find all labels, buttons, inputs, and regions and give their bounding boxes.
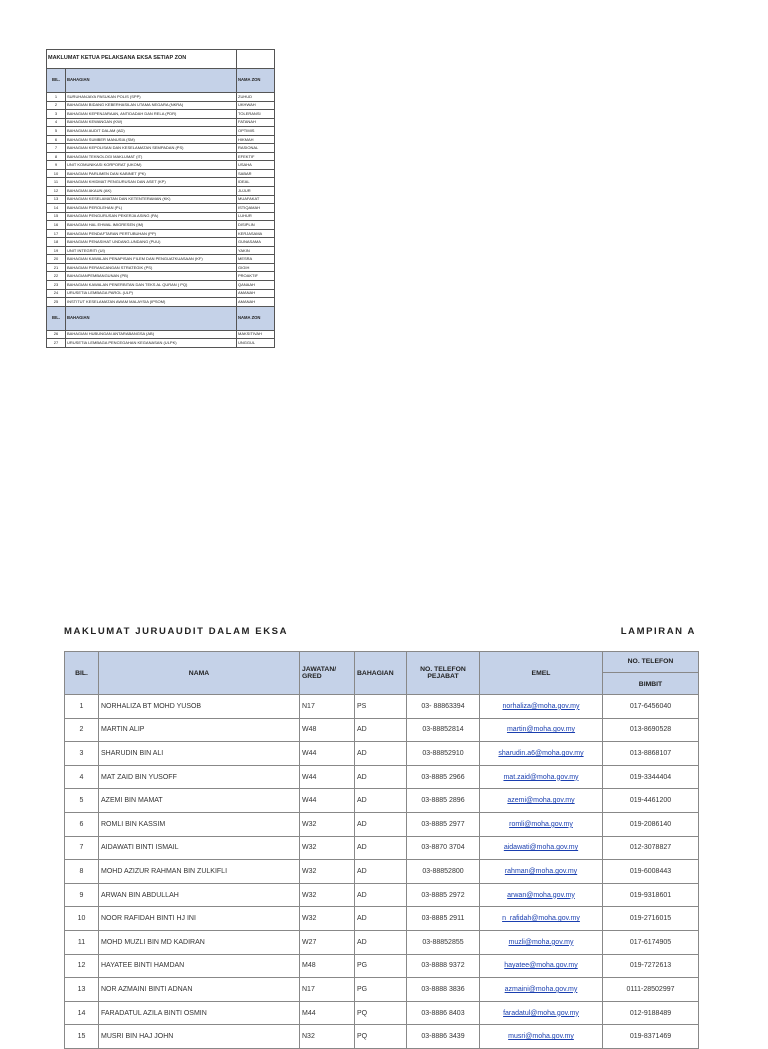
- zone-row-zone: IDEAL: [237, 178, 275, 187]
- zone-row-division: BAHAGIAN KEPENJARAAN, ANTIDADAH DAN RELA (PDR): [66, 110, 237, 119]
- zone-row-zone: PROAKTIF: [237, 272, 275, 281]
- auditor-name: SHARUDIN BIN ALI: [99, 742, 300, 766]
- zone-row-zone: AMANAH: [237, 298, 275, 307]
- auditor-office-phone: 03-8885 2977: [407, 812, 480, 836]
- zone-header2-zone: NAMA ZON: [237, 306, 275, 330]
- auditor-no: 7: [65, 836, 99, 860]
- auditor-grade: N17: [300, 695, 355, 719]
- auditor-grade: W32: [300, 907, 355, 931]
- auditor-grade: W32: [300, 812, 355, 836]
- zone-row-zone: MUAFAKAT: [237, 195, 275, 204]
- auditor-row: [65, 883, 699, 907]
- zone-heads-table: [46, 49, 275, 348]
- zone-row-no: 16: [47, 221, 66, 230]
- zone-row-zone: UKHWAH: [237, 101, 275, 110]
- auditor-name: ARWAN BIN ABDULLAH: [99, 883, 300, 907]
- auditor-office-phone: 03-8885 2972: [407, 883, 480, 907]
- auditor-no: 6: [65, 812, 99, 836]
- auditor-name: FARADATUL AZILA BINTI OSMIN: [99, 1001, 300, 1025]
- auditor-header-mobile-bottom: BIMBIT: [603, 672, 698, 694]
- auditor-mobile: 013-8868107: [603, 742, 699, 766]
- zone-row-division: BAHAGIAN KAWALAN PENAPISAN FILEM DAN PENGUATKUASAAN (KF): [66, 255, 237, 264]
- auditor-mobile: 019-3344404: [603, 765, 699, 789]
- zone-row: [47, 330, 275, 339]
- zone-row: [47, 281, 275, 290]
- auditor-email-link[interactable]: faradatul@moha.gov.my: [503, 1009, 579, 1017]
- zone-row-zone: OPTIMIS: [237, 127, 275, 136]
- auditor-grade: N32: [300, 1025, 355, 1049]
- auditor-section-title: MAKLUMAT JURUAUDIT DALAM EKSA: [64, 626, 289, 637]
- zone-row-no: 21: [47, 263, 66, 272]
- zone-header-no: BIL.: [47, 69, 66, 93]
- zone-row-division: BAHAGIAN HAL EHWAL IMIGRESEN (IM): [66, 221, 237, 230]
- zone-row-division: BAHAGIAN KEWANGAN (KW): [66, 118, 237, 127]
- auditor-name: AZEMI BIN MAMAT: [99, 789, 300, 813]
- auditor-office-phone: 03-88852855: [407, 930, 480, 954]
- auditor-email-link[interactable]: norhaliza@moha.gov.my: [502, 702, 580, 710]
- zone-header2-no: BIL.: [47, 306, 66, 330]
- zone-row-no: 18: [47, 238, 66, 247]
- zone-row-zone: QANAAH: [237, 281, 275, 290]
- zone-row: [47, 255, 275, 264]
- zone-row: [47, 187, 275, 196]
- auditor-email-link[interactable]: aidawati@moha.gov.my: [503, 844, 579, 852]
- zone-row: [47, 101, 275, 110]
- auditor-name: MARTIN ALIP: [99, 718, 300, 742]
- auditor-header-mobile-top: NO. TELEFON: [627, 658, 674, 665]
- zone-row-zone: KERJASAMA: [237, 229, 275, 238]
- zone-row: [47, 204, 275, 213]
- zone-row-division: BAHAGIAN PEROLEHAN (PL): [66, 204, 237, 213]
- auditor-mobile: 012-9188489: [603, 1001, 699, 1025]
- auditor-email-cell: [480, 1001, 603, 1025]
- zone-row-division: BAHAGIAN PARLIMEN DAN KABINET (PK): [66, 169, 237, 178]
- zone-row-no: 7: [47, 144, 66, 153]
- auditor-email-link[interactable]: hayatee@moha.gov.my: [504, 962, 578, 970]
- auditor-email-link[interactable]: sharudin.a6@moha.gov.my: [498, 749, 584, 757]
- auditor-division: PQ: [355, 1001, 407, 1025]
- zone-row-no: 9: [47, 161, 66, 170]
- zone-row-division: BAHAGIAN BIDANG KEBERHASILAN UTAMA NEGARA (NKRA): [66, 101, 237, 110]
- auditor-row: [65, 836, 699, 860]
- zone-row: [47, 212, 275, 221]
- auditor-office-phone: 03-8870 3704: [407, 836, 480, 860]
- auditor-no: 12: [65, 954, 99, 978]
- zone-row: [47, 238, 275, 247]
- zone-row-no: 23: [47, 281, 66, 290]
- zone-table-title: MAKLUMAT KETUA PELAKSANA EKSA SETIAP ZON: [47, 50, 237, 69]
- zone-row-zone: MESRA: [237, 255, 275, 264]
- auditor-division: PG: [355, 978, 407, 1002]
- auditor-office-phone: 03-88852910: [407, 742, 480, 766]
- auditor-name: NOR AZMAINI BINTI ADNAN: [99, 978, 300, 1002]
- zone-row-zone: ZUHUD: [237, 93, 275, 102]
- auditor-row: [65, 695, 699, 719]
- zone-row: [47, 221, 275, 230]
- auditor-grade: W44: [300, 789, 355, 813]
- zone-row-zone: EFEKTIF: [237, 152, 275, 161]
- auditor-grade: M44: [300, 1001, 355, 1025]
- zone-row: [47, 127, 275, 136]
- auditor-email-link[interactable]: arwan@moha.gov.my: [507, 891, 575, 899]
- zone-row-division: BAHAGIAN AUDIT DALAM (AD): [66, 127, 237, 136]
- zone-row: [47, 161, 275, 170]
- auditor-division: PG: [355, 954, 407, 978]
- zone-row: [47, 246, 275, 255]
- zone-row-zone: HIKMAH: [237, 135, 275, 144]
- zone-row: [47, 135, 275, 144]
- auditor-email-cell: [480, 883, 603, 907]
- zone-row-no: 19: [47, 246, 66, 255]
- auditor-mobile: 019-2716015: [603, 907, 699, 931]
- zone-row-no: 5: [47, 127, 66, 136]
- zone-row: [47, 339, 275, 348]
- zone-row-zone: AMANAH: [237, 289, 275, 298]
- auditor-mobile: 017-6456040: [603, 695, 699, 719]
- zone-row-zone: USAHA: [237, 161, 275, 170]
- zone-row-no: 11: [47, 178, 66, 187]
- zone-row-zone: DISIPLIN: [237, 221, 275, 230]
- zone-row: [47, 169, 275, 178]
- auditor-office-phone: 03-8886 8403: [407, 1001, 480, 1025]
- zone-row-division: BAHAGIAN PENASIHAT UNDANG-UNDANG (PUU): [66, 238, 237, 247]
- auditor-no: 8: [65, 860, 99, 884]
- zone-row-zone: TOLERANSI: [237, 110, 275, 119]
- zone-row-zone: GIGIH: [237, 263, 275, 272]
- auditor-division: PQ: [355, 1025, 407, 1049]
- zone-table-title-spacer: [237, 50, 275, 69]
- auditor-email-cell: [480, 789, 603, 813]
- auditor-office-phone: 03- 88863394: [407, 695, 480, 719]
- zone-row-zone: JUJUR: [237, 187, 275, 196]
- auditor-name: MAT ZAID BIN YUSOFF: [99, 765, 300, 789]
- auditor-no: 3: [65, 742, 99, 766]
- auditor-mobile: 019-2086140: [603, 812, 699, 836]
- auditor-no: 5: [65, 789, 99, 813]
- auditor-mobile: 019-8371469: [603, 1025, 699, 1049]
- zone-row-no: 27: [47, 339, 66, 348]
- auditor-email-cell: [480, 812, 603, 836]
- zone-row: [47, 263, 275, 272]
- auditor-name: AIDAWATI BINTI ISMAIL: [99, 836, 300, 860]
- auditor-mobile: 017-6174905: [603, 930, 699, 954]
- auditor-grade: W48: [300, 718, 355, 742]
- zone-row-no: 25: [47, 298, 66, 307]
- zone-row: [47, 298, 275, 307]
- zone-row-no: 13: [47, 195, 66, 204]
- auditor-mobile: 019-4461200: [603, 789, 699, 813]
- auditor-office-phone: 03-8888 9372: [407, 954, 480, 978]
- zone-row-division: BAHAGIAN SUMBER MANUSIA (SM): [66, 135, 237, 144]
- auditor-grade: W32: [300, 836, 355, 860]
- auditor-email-cell: [480, 907, 603, 931]
- zone-row-no: 10: [47, 169, 66, 178]
- zone-row-zone: RASIONAL: [237, 144, 275, 153]
- zone-row: [47, 110, 275, 119]
- auditor-office-phone: 03-8888 3836: [407, 978, 480, 1002]
- zone-row-division: URUSETIA LEMBAGA PAROL (ULP): [66, 289, 237, 298]
- auditor-email-cell: [480, 930, 603, 954]
- zone-row-no: 24: [47, 289, 66, 298]
- auditor-no: 1: [65, 695, 99, 719]
- auditor-grade: N17: [300, 978, 355, 1002]
- zone-row-no: 1: [47, 93, 66, 102]
- auditor-email-link[interactable]: mat.zaid@moha.gov.my: [503, 773, 579, 781]
- zone-row-division: UNIT KOMUNIKASI KORPORAT (UKOM): [66, 161, 237, 170]
- zone-row: [47, 289, 275, 298]
- zone-row: [47, 195, 275, 204]
- auditor-table: [64, 651, 699, 1049]
- auditor-header-row: [65, 652, 699, 695]
- auditor-email-link[interactable]: musri@moha.gov.my: [508, 1033, 574, 1041]
- auditor-office-phone: 03-88852800: [407, 860, 480, 884]
- zone-row: [47, 118, 275, 127]
- zone-table-title-row: [47, 50, 275, 69]
- zone-row-division: BAHAGIAN KESELAMATAN DAN KETENTERAMAN (KK): [66, 195, 237, 204]
- auditor-mobile: 019-7272613: [603, 954, 699, 978]
- auditor-row: [65, 765, 699, 789]
- zone-row-division: BAHAGIAN KEPOLISAN DAN KESELAMATAN SEMPADAN (PS): [66, 144, 237, 153]
- zone-header-division: BAHAGIAN: [66, 69, 237, 93]
- zone-row-zone: YAKIN: [237, 246, 275, 255]
- auditor-name: MOHD AZIZUR RAHMAN BIN ZULKIFLI: [99, 860, 300, 884]
- auditor-email-link[interactable]: rahman@moha.gov.my: [504, 867, 578, 875]
- auditor-header-office-phone: NO. TELEFON PEJABAT: [407, 652, 480, 695]
- auditor-name: ROMLI BIN KASSIM: [99, 812, 300, 836]
- auditor-division: AD: [355, 907, 407, 931]
- auditor-email-cell: [480, 765, 603, 789]
- auditor-office-phone: 03-8885 2896: [407, 789, 480, 813]
- zone-row-zone: GUNASAMA: [237, 238, 275, 247]
- auditor-name: MUSRI BIN HAJ JOHN: [99, 1025, 300, 1049]
- auditor-header-division: BAHAGIAN: [355, 652, 407, 695]
- auditor-no: 10: [65, 907, 99, 931]
- auditor-email-cell: [480, 695, 603, 719]
- auditor-email-cell: [480, 1025, 603, 1049]
- auditor-no: 2: [65, 718, 99, 742]
- zone-row: [47, 178, 275, 187]
- auditor-email-link[interactable]: n_rafidah@moha.gov.my: [502, 915, 580, 923]
- auditor-header-name: NAMA: [99, 652, 300, 695]
- auditor-email-link[interactable]: azmaini@moha.gov.my: [504, 985, 578, 993]
- zone-header2-division: BAHAGIAN: [66, 306, 237, 330]
- auditor-name: MOHD MUZLI BIN MD KADIRAN: [99, 930, 300, 954]
- auditor-office-phone: 03-8885 2911: [407, 907, 480, 931]
- auditor-name: NORHALIZA BT MOHD YUSOB: [99, 695, 300, 719]
- auditor-mobile: 013-8690528: [603, 718, 699, 742]
- auditor-division: AD: [355, 860, 407, 884]
- auditor-row: [65, 718, 699, 742]
- zone-row-no: 8: [47, 152, 66, 161]
- auditor-row: [65, 742, 699, 766]
- attachment-label: LAMPIRAN A: [620, 626, 696, 637]
- zone-table-header-row: [47, 69, 275, 93]
- auditor-division: AD: [355, 765, 407, 789]
- zone-row-division: BAHAGIAN PENDAFTARAN PERTUBUHAN (PP): [66, 229, 237, 238]
- auditor-email-link[interactable]: martin@moha.gov.my: [506, 726, 576, 734]
- zone-row-division: BAHAGIAN KHIDMAT PENGURUSAN DAN ASET (KP): [66, 178, 237, 187]
- zone-row-zone: LUHUR: [237, 212, 275, 221]
- auditor-email-link[interactable]: romli@moha.gov.my: [509, 820, 573, 828]
- auditor-division: AD: [355, 836, 407, 860]
- auditor-email-cell: [480, 860, 603, 884]
- zone-row-no: 22: [47, 272, 66, 281]
- auditor-grade: W44: [300, 765, 355, 789]
- auditor-mobile: 019-9318601: [603, 883, 699, 907]
- auditor-email-cell: [480, 742, 603, 766]
- auditor-no: 4: [65, 765, 99, 789]
- auditor-header-grade: JAWATAN/ GRED: [300, 652, 355, 695]
- zone-row-division: BAHAGIANPEMBANGUNAN (PB): [66, 272, 237, 281]
- zone-row-no: 26: [47, 330, 66, 339]
- auditor-email-link[interactable]: muzli@moha.gov.my: [508, 938, 574, 946]
- zone-row-no: 4: [47, 118, 66, 127]
- zone-row-zone: FATANAH: [237, 118, 275, 127]
- zone-header-zone: NAMA ZON: [237, 69, 275, 93]
- zone-row-no: 20: [47, 255, 66, 264]
- zone-row-division: URUSETIA LEMBAGA PENCEGAHAN KEGANASAN (ULPK): [66, 339, 237, 348]
- auditor-no: 15: [65, 1025, 99, 1049]
- auditor-header-no: BIL.: [65, 652, 99, 695]
- auditor-row: [65, 812, 699, 836]
- auditor-division: AD: [355, 789, 407, 813]
- zone-row-division: BAHAGIAN PERANCANGAN STRATEGIK (PS): [66, 263, 237, 272]
- auditor-office-phone: 03-8886 3439: [407, 1025, 480, 1049]
- auditor-grade: W32: [300, 860, 355, 884]
- zone-row-division: INSTITUT KESELAMATAN AWAM MALAYSIA (IPSOM): [66, 298, 237, 307]
- auditor-grade: M48: [300, 954, 355, 978]
- zone-row-zone: MAKSITIVAH: [237, 330, 275, 339]
- zone-row-zone: UNGGUL: [237, 339, 275, 348]
- auditor-row: [65, 930, 699, 954]
- auditor-name: HAYATEE BINTI HAMDAN: [99, 954, 300, 978]
- auditor-row: [65, 978, 699, 1002]
- zone-row: [47, 152, 275, 161]
- zone-row-no: 12: [47, 187, 66, 196]
- auditor-grade: W44: [300, 742, 355, 766]
- auditor-division: AD: [355, 718, 407, 742]
- zone-row-no: 14: [47, 204, 66, 213]
- zone-row-zone: ISTIQAMAH: [237, 204, 275, 213]
- auditor-email-cell: [480, 978, 603, 1002]
- zone-table-header-row-2: [47, 306, 275, 330]
- auditor-office-phone: 03-88852814: [407, 718, 480, 742]
- auditor-division: AD: [355, 812, 407, 836]
- zone-row-division: UNIT INTEGRITI (UI): [66, 246, 237, 255]
- zone-row-no: 3: [47, 110, 66, 119]
- auditor-no: 13: [65, 978, 99, 1002]
- zone-row-no: 2: [47, 101, 66, 110]
- auditor-mobile: 0111-28502997: [603, 978, 699, 1002]
- zone-row-no: 6: [47, 135, 66, 144]
- zone-row-division: BAHAGIAN AKAUN (AK): [66, 187, 237, 196]
- auditor-email-link[interactable]: azemi@moha.gov.my: [507, 797, 575, 805]
- auditor-row: [65, 1025, 699, 1049]
- auditor-row: [65, 1001, 699, 1025]
- auditor-division: PS: [355, 695, 407, 719]
- auditor-grade: W27: [300, 930, 355, 954]
- zone-row: [47, 93, 275, 102]
- auditor-row: [65, 907, 699, 931]
- auditor-mobile: 019-6008443: [603, 860, 699, 884]
- zone-row-division: BAHAGIAN KAWALAN PENERBITAN DAN TEKS AL QURAN ( PQ): [66, 281, 237, 290]
- auditor-division: AD: [355, 742, 407, 766]
- auditor-division: AD: [355, 930, 407, 954]
- auditor-division: AD: [355, 883, 407, 907]
- auditor-email-cell: [480, 718, 603, 742]
- zone-row-division: BAHAGIAN PENGURUSAN PEKERJA ASING (PA): [66, 212, 237, 221]
- auditor-email-cell: [480, 954, 603, 978]
- zone-row-division: BAHAGIAN TEKNOLOGI MAKLUMAT (IT): [66, 152, 237, 161]
- zone-row-division: SURUHANJAYA PASUKAN POLIS (SPP): [66, 93, 237, 102]
- auditor-header-mobile: [603, 652, 699, 695]
- zone-row: [47, 144, 275, 153]
- zone-row-division: BAHAGIAN HUBUNGAN ANTARABANGSA (AB): [66, 330, 237, 339]
- auditor-no: 11: [65, 930, 99, 954]
- auditor-row: [65, 954, 699, 978]
- zone-row: [47, 272, 275, 281]
- auditor-row: [65, 789, 699, 813]
- auditor-grade: W32: [300, 883, 355, 907]
- auditor-mobile: 012-3078827: [603, 836, 699, 860]
- zone-row-no: 15: [47, 212, 66, 221]
- auditor-header-email: EMEL: [480, 652, 603, 695]
- auditor-office-phone: 03-8885 2966: [407, 765, 480, 789]
- zone-row-zone: SABAR: [237, 169, 275, 178]
- auditor-email-cell: [480, 836, 603, 860]
- auditor-row: [65, 860, 699, 884]
- auditor-no: 9: [65, 883, 99, 907]
- zone-row: [47, 229, 275, 238]
- zone-row-no: 17: [47, 229, 66, 238]
- auditor-no: 14: [65, 1001, 99, 1025]
- auditor-name: NOOR RAFIDAH BINTI HJ INI: [99, 907, 300, 931]
